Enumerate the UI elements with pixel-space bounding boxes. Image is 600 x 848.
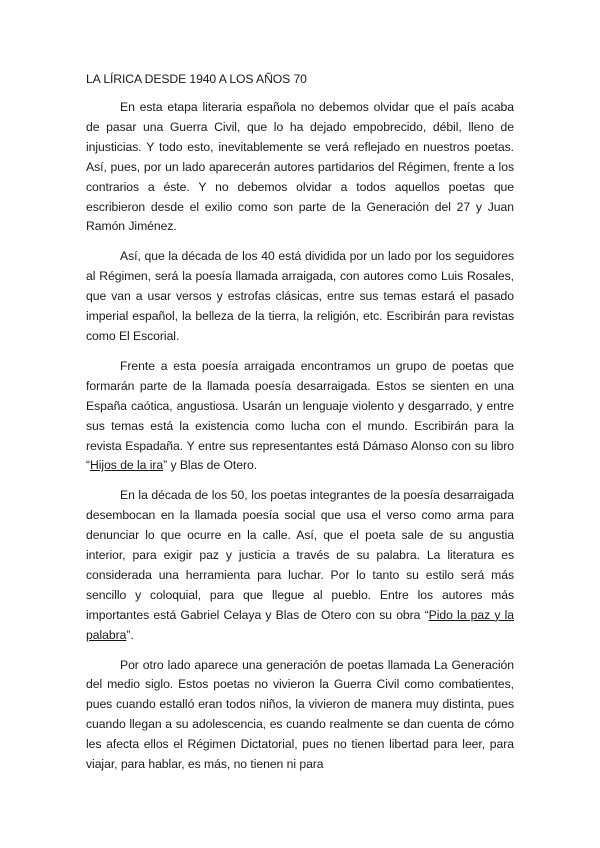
paragraph-4-text-a: En la década de los 50, los poetas integrantes de la poesía desarraigada desembocan en la llamada poesía social que usa el verso como arma para denunciar lo que ocurre en la calle. Así, que el poeta sale de su angustia interior, para exigir paz y justicia a través de su palabra. La literatura es considerada una herramienta para luchar. Por lo tanto su estilo será más sencillo y coloquial, para que llegue al pueblo. Entre los autores más importantes está Gabriel Celaya y Blas de Otero con su obra “ <box>86 488 514 622</box>
paragraph-5: Por otro lado aparece una generación de poetas llamada La Generación del medio siglo. Estos poetas no vivieron la Guerra Civil como combatientes, pues cuando estalló eran todos niños, la vivieron de manera muy distinta, pues cuando llegan a su adolescencia, es cuando realmente se dan cuenta de cómo les afecta ellos el Régimen Dictatorial, pues no tienen libertad para leer, para viajar, para hablar, es más, no tienen ni para <box>86 657 514 772</box>
paragraph-4-text-b: ”. <box>126 627 134 642</box>
paragraph-3 <box>86 357 514 476</box>
document-title: LA LÍRICA DESDE 1940 A LOS AÑOS 70 <box>86 72 307 86</box>
paragraph-2: Así, que la década de los 40 está dividida por un lado por los seguidores al Régimen, será la poesía llamada arraigada, con autores como Luis Rosales, que van a usar versos y estrofas clásicas, entre sus temas estará el pasado imperial español, la belleza de la tierra, la religión, etc. Escribirán para revistas como El Escorial. <box>86 249 514 343</box>
paragraph-1: En esta etapa literaria española no debemos olvidar que el país acaba de pasar una Guerra Civil, que lo ha dejado empobrecido, débil, lleno de injusticias. Y todo esto, inevitablemente se verá reflejado en nuestros poetas. Así, pues, por un lado aparecerán autores partidarios del Régimen, frente a los contrarios a éste. Y no debemos olvidar a todos aquellos poetas que escribieron desde el exilio como son parte de la Generación del 27 y Juan Ramón Jiménez. <box>86 100 514 234</box>
paragraph-3-text-a: Frente a esta poesía arraigada encontramos un grupo de poetas que formarán parte de la llamada poesía desarraigada. Estos se sienten en una España caótica, angustiosa. Usarán un lenguaje violento y desgarrado, y entre sus temas está la existencia como lucha con el mundo. Escribirán para la revista Espadaña. Y entre sus representantes está Dámaso Alonso con su libro “ <box>86 358 514 473</box>
paragraph-4 <box>86 486 514 645</box>
paragraph-3-text-b: ” y Blas de Otero. <box>163 458 258 473</box>
book-title-hijos-de-la-ira: Hijos de la ira <box>90 458 164 473</box>
book-title-pido-la-paz: Pido la paz y la palabra <box>86 607 514 642</box>
document-body <box>86 70 514 785</box>
